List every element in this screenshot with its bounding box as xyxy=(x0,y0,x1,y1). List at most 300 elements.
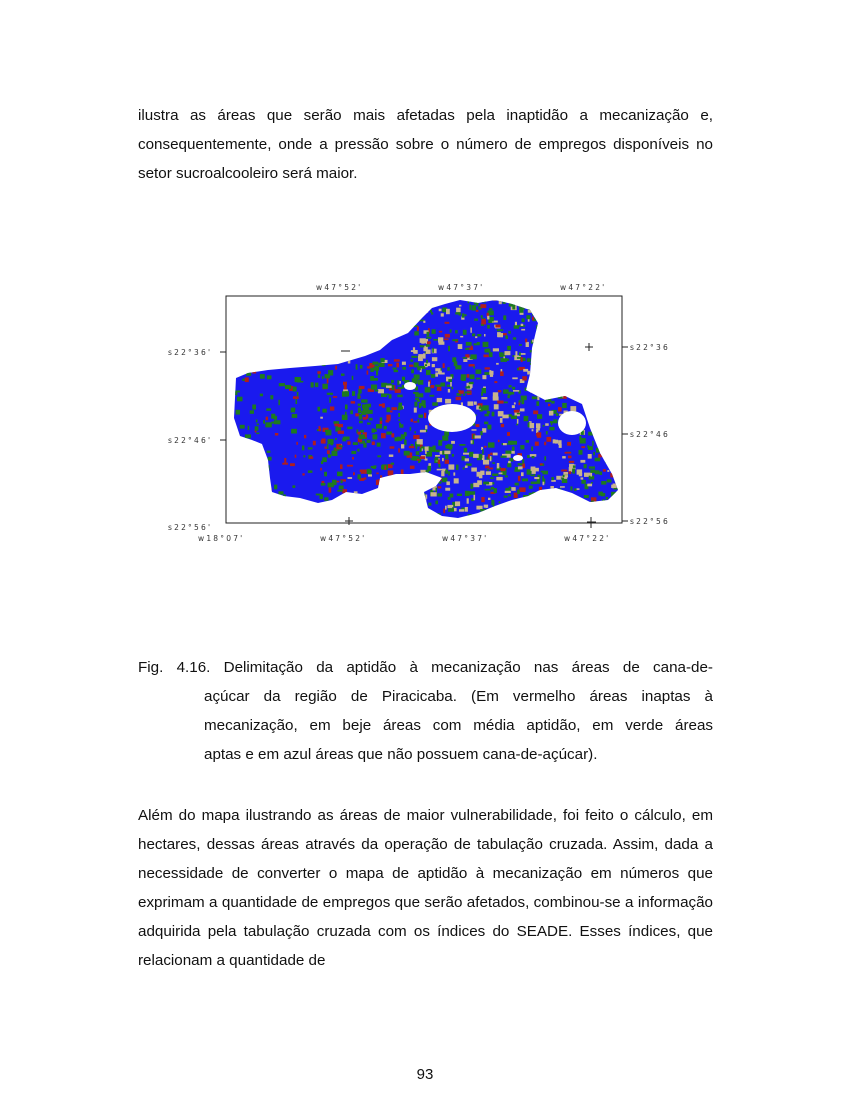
apt-patch xyxy=(482,298,486,302)
apt-patch xyxy=(485,414,489,417)
apt-patch xyxy=(402,478,405,482)
inapt-patch xyxy=(476,424,480,427)
apt-patch xyxy=(418,415,423,418)
apt-patch xyxy=(532,312,538,315)
medium-aptitude-patch xyxy=(493,392,498,397)
apt-patch xyxy=(482,405,488,410)
inapt-patch xyxy=(386,415,390,420)
apt-patch xyxy=(410,489,412,493)
inapt-patch xyxy=(540,463,543,465)
inapt-patch xyxy=(295,455,297,458)
inapt-patch xyxy=(385,500,389,505)
apt-patch xyxy=(474,319,478,321)
apt-patch xyxy=(485,489,491,491)
apt-patch xyxy=(574,488,577,491)
apt-patch xyxy=(240,425,245,429)
medium-aptitude-patch xyxy=(570,406,576,411)
apt-patch xyxy=(559,392,561,394)
apt-patch xyxy=(608,382,613,386)
apt-patch xyxy=(271,414,275,419)
apt-patch xyxy=(245,434,251,438)
apt-patch xyxy=(505,451,511,455)
apt-patch xyxy=(573,313,579,315)
apt-patch xyxy=(596,355,600,358)
apt-patch xyxy=(548,384,554,389)
apt-patch xyxy=(531,482,537,485)
medium-aptitude-patch xyxy=(484,334,486,337)
apt-patch xyxy=(619,434,624,437)
inapt-patch xyxy=(461,521,466,523)
apt-patch xyxy=(371,466,373,468)
medium-aptitude-patch xyxy=(422,495,427,499)
apt-patch xyxy=(347,427,352,430)
inapt-patch xyxy=(519,487,525,492)
apt-patch xyxy=(513,501,517,504)
medium-aptitude-patch xyxy=(497,509,502,511)
inapt-patch xyxy=(248,484,251,486)
medium-aptitude-patch xyxy=(585,400,588,404)
apt-patch xyxy=(554,352,559,354)
apt-patch xyxy=(492,474,498,477)
inapt-patch xyxy=(336,481,339,483)
medium-aptitude-patch xyxy=(518,466,523,469)
apt-patch xyxy=(426,370,431,375)
apt-patch xyxy=(421,400,425,405)
apt-patch xyxy=(593,343,596,345)
medium-aptitude-patch xyxy=(527,371,530,375)
medium-aptitude-patch xyxy=(535,516,539,521)
apt-patch xyxy=(556,488,561,493)
medium-aptitude-patch xyxy=(536,309,542,311)
apt-patch xyxy=(401,434,405,439)
apt-patch xyxy=(452,339,458,341)
medium-aptitude-patch xyxy=(530,376,532,378)
inapt-patch xyxy=(364,477,366,479)
apt-patch xyxy=(602,500,605,504)
inapt-patch xyxy=(568,371,571,374)
inapt-patch xyxy=(522,502,526,504)
urban-area-hole xyxy=(428,404,476,432)
medium-aptitude-patch xyxy=(413,312,417,317)
apt-patch xyxy=(566,512,570,515)
apt-patch xyxy=(566,515,572,519)
urban-area-hole xyxy=(513,455,523,461)
apt-patch xyxy=(535,358,541,362)
inapt-patch xyxy=(444,338,449,340)
inapt-patch xyxy=(612,366,617,369)
medium-aptitude-patch xyxy=(609,312,615,315)
inapt-patch xyxy=(561,470,567,472)
top-coordinate-label: w47°52' xyxy=(316,283,363,292)
apt-patch xyxy=(419,304,425,307)
apt-patch xyxy=(425,387,431,392)
apt-patch xyxy=(505,475,508,477)
bottom-coordinate-label: w47°52' xyxy=(320,534,367,543)
inapt-patch xyxy=(363,417,367,420)
apt-patch xyxy=(523,505,525,508)
apt-patch xyxy=(504,402,508,404)
inapt-patch xyxy=(583,519,585,522)
inapt-patch xyxy=(243,481,245,484)
inapt-patch xyxy=(602,305,607,308)
apt-patch xyxy=(595,458,601,462)
medium-aptitude-patch xyxy=(481,397,487,399)
apt-patch xyxy=(332,451,338,456)
apt-patch xyxy=(592,441,594,446)
apt-patch xyxy=(558,300,561,304)
medium-aptitude-patch xyxy=(546,347,552,352)
inapt-patch xyxy=(382,504,385,508)
inapt-patch xyxy=(500,371,504,376)
apt-patch xyxy=(450,329,452,332)
inapt-patch xyxy=(423,477,426,482)
apt-patch xyxy=(392,385,394,390)
apt-patch xyxy=(511,441,517,445)
apt-patch xyxy=(323,384,328,389)
medium-aptitude-patch xyxy=(532,340,535,343)
inapt-patch xyxy=(547,512,549,514)
medium-aptitude-patch xyxy=(493,348,499,351)
medium-aptitude-patch xyxy=(465,507,468,512)
apt-patch xyxy=(515,483,519,486)
apt-patch xyxy=(415,310,419,312)
apt-patch xyxy=(438,440,442,442)
apt-patch xyxy=(427,332,430,337)
medium-aptitude-patch xyxy=(553,503,558,505)
inapt-patch xyxy=(388,364,392,366)
apt-patch xyxy=(514,470,518,472)
inapt-patch xyxy=(378,479,383,481)
apt-patch xyxy=(414,402,417,407)
apt-patch xyxy=(477,342,480,345)
medium-aptitude-patch xyxy=(505,491,511,493)
apt-patch xyxy=(357,394,360,399)
medium-aptitude-patch xyxy=(354,491,358,496)
apt-patch xyxy=(525,388,530,392)
apt-patch xyxy=(572,469,575,474)
apt-patch xyxy=(426,452,432,457)
apt-patch xyxy=(419,403,421,408)
apt-patch xyxy=(257,446,259,448)
apt-patch xyxy=(542,315,544,319)
apt-patch xyxy=(476,303,478,306)
inapt-patch xyxy=(391,433,394,437)
apt-patch xyxy=(589,399,591,403)
inapt-patch xyxy=(424,413,426,418)
medium-aptitude-patch xyxy=(471,468,477,472)
apt-patch xyxy=(573,465,576,468)
apt-patch xyxy=(508,395,510,398)
medium-aptitude-patch xyxy=(557,376,563,380)
medium-aptitude-patch xyxy=(597,300,600,305)
apt-patch xyxy=(585,321,591,326)
apt-patch xyxy=(399,403,403,407)
inapt-patch xyxy=(236,461,238,466)
right-coordinate-label: s22°36 xyxy=(630,343,670,352)
apt-patch xyxy=(569,338,573,340)
apt-patch xyxy=(500,518,505,520)
apt-patch xyxy=(250,410,254,414)
inapt-patch xyxy=(420,456,425,459)
apt-patch xyxy=(414,485,419,490)
medium-aptitude-patch xyxy=(549,411,554,416)
apt-patch xyxy=(461,374,467,378)
apt-patch xyxy=(368,470,372,473)
inapt-patch xyxy=(437,387,441,391)
medium-aptitude-patch xyxy=(584,374,589,377)
medium-aptitude-patch xyxy=(616,399,620,402)
medium-aptitude-patch xyxy=(556,476,561,480)
medium-aptitude-patch xyxy=(602,312,607,317)
inapt-patch xyxy=(438,486,442,488)
inapt-patch xyxy=(391,407,397,410)
apt-patch xyxy=(263,420,265,424)
apt-patch xyxy=(604,309,610,311)
inapt-patch xyxy=(333,396,337,398)
apt-patch xyxy=(427,466,431,471)
apt-patch xyxy=(322,506,327,509)
medium-aptitude-patch xyxy=(445,399,451,404)
apt-patch xyxy=(597,401,602,406)
apt-patch xyxy=(448,379,452,382)
apt-patch xyxy=(517,357,521,359)
medium-aptitude-patch xyxy=(401,444,404,448)
inapt-patch xyxy=(601,363,603,368)
apt-patch xyxy=(539,503,541,508)
inapt-patch xyxy=(571,323,577,326)
apt-patch xyxy=(442,436,448,441)
inapt-patch xyxy=(566,320,571,324)
apt-patch xyxy=(367,440,371,443)
medium-aptitude-patch xyxy=(446,309,450,314)
inapt-patch xyxy=(269,489,272,492)
apt-patch xyxy=(544,456,546,460)
apt-patch xyxy=(560,315,564,320)
apt-patch xyxy=(522,459,524,463)
apt-patch xyxy=(539,331,542,335)
apt-patch xyxy=(534,362,540,367)
medium-aptitude-patch xyxy=(475,336,477,338)
medium-aptitude-patch xyxy=(432,357,437,361)
inapt-patch xyxy=(614,334,620,339)
apt-patch xyxy=(517,413,521,415)
apt-patch xyxy=(413,475,418,480)
apt-patch xyxy=(597,439,602,444)
apt-patch xyxy=(248,477,254,479)
urban-area-hole xyxy=(404,382,416,390)
apt-patch xyxy=(514,325,519,329)
apt-patch xyxy=(507,346,511,350)
apt-patch xyxy=(493,502,495,507)
apt-patch xyxy=(452,357,456,362)
apt-patch xyxy=(283,495,286,497)
apt-patch xyxy=(352,376,354,380)
apt-patch xyxy=(432,329,436,334)
inapt-patch xyxy=(381,433,386,438)
aptitude-map xyxy=(160,278,680,546)
apt-patch xyxy=(393,503,398,507)
inapt-patch xyxy=(385,465,387,470)
apt-patch xyxy=(512,447,515,451)
apt-patch xyxy=(416,444,418,449)
apt-patch xyxy=(265,465,270,470)
apt-patch xyxy=(572,344,577,347)
apt-patch xyxy=(260,374,265,379)
apt-patch xyxy=(487,325,490,329)
apt-patch xyxy=(530,350,532,352)
medium-aptitude-patch xyxy=(368,474,372,476)
medium-aptitude-patch xyxy=(439,373,445,375)
apt-patch xyxy=(601,481,606,485)
medium-aptitude-patch xyxy=(451,441,455,444)
apt-patch xyxy=(562,497,564,499)
apt-patch xyxy=(588,359,594,364)
medium-aptitude-patch xyxy=(567,315,569,317)
apt-patch xyxy=(373,465,376,468)
medium-aptitude-patch xyxy=(613,453,619,457)
apt-patch xyxy=(404,440,407,446)
medium-aptitude-patch xyxy=(472,429,477,431)
apt-patch xyxy=(589,321,593,326)
medium-aptitude-patch xyxy=(435,368,440,371)
medium-aptitude-patch xyxy=(550,486,554,489)
apt-patch xyxy=(531,447,533,451)
apt-patch xyxy=(435,501,438,505)
apt-patch xyxy=(583,380,587,385)
apt-patch xyxy=(541,471,544,473)
aptitude-map-figure xyxy=(160,278,680,546)
apt-patch xyxy=(359,421,363,424)
apt-patch xyxy=(606,325,611,328)
apt-patch xyxy=(534,362,540,366)
inapt-patch xyxy=(498,440,500,442)
apt-patch xyxy=(530,363,536,365)
inapt-patch xyxy=(575,317,577,320)
apt-patch xyxy=(357,449,359,452)
apt-patch xyxy=(356,364,358,369)
apt-patch xyxy=(606,497,608,499)
apt-patch xyxy=(463,467,465,469)
apt-patch xyxy=(602,513,607,518)
apt-patch xyxy=(431,374,435,378)
apt-patch xyxy=(532,350,536,355)
apt-patch xyxy=(584,370,587,374)
medium-aptitude-patch xyxy=(603,363,609,365)
apt-patch xyxy=(512,387,515,390)
apt-patch xyxy=(557,493,561,495)
apt-patch xyxy=(507,463,511,467)
inapt-patch xyxy=(610,473,616,477)
medium-aptitude-patch xyxy=(420,430,426,433)
apt-patch xyxy=(462,313,465,317)
medium-aptitude-patch xyxy=(446,481,450,485)
apt-patch xyxy=(236,410,240,415)
apt-patch xyxy=(397,409,401,411)
medium-aptitude-patch xyxy=(499,473,503,475)
medium-aptitude-patch xyxy=(435,455,440,457)
apt-patch xyxy=(546,431,548,434)
inapt-patch xyxy=(596,517,602,520)
apt-patch xyxy=(545,398,551,402)
bottom-coordinate-label: w47°22' xyxy=(564,534,611,543)
apt-patch xyxy=(397,380,399,385)
medium-aptitude-patch xyxy=(599,301,602,304)
medium-aptitude-patch xyxy=(565,475,569,477)
apt-patch xyxy=(377,443,381,447)
apt-patch xyxy=(512,305,515,310)
apt-patch xyxy=(424,514,426,518)
bottom-coordinate-label: w47°37' xyxy=(442,534,489,543)
apt-patch xyxy=(342,415,348,420)
inapt-patch xyxy=(343,490,345,493)
apt-patch xyxy=(593,361,595,364)
inapt-patch xyxy=(481,497,484,502)
medium-aptitude-patch xyxy=(453,472,455,475)
medium-aptitude-patch xyxy=(456,308,461,312)
apt-patch xyxy=(376,370,378,375)
medium-aptitude-patch xyxy=(482,428,486,432)
apt-patch xyxy=(590,299,595,304)
apt-patch xyxy=(358,474,361,479)
urban-area-hole xyxy=(558,411,586,435)
inapt-patch xyxy=(347,465,353,467)
apt-patch xyxy=(527,514,532,520)
apt-patch xyxy=(568,367,570,371)
apt-patch xyxy=(435,450,439,453)
inapt-patch xyxy=(380,421,383,424)
medium-aptitude-patch xyxy=(422,499,426,503)
apt-patch xyxy=(556,413,559,416)
medium-aptitude-patch xyxy=(458,344,463,349)
apt-patch xyxy=(575,323,581,328)
apt-patch xyxy=(410,427,412,431)
medium-aptitude-patch xyxy=(494,404,499,409)
inapt-patch xyxy=(532,317,534,321)
apt-patch xyxy=(598,507,603,511)
apt-patch xyxy=(435,385,441,387)
apt-patch xyxy=(372,362,378,365)
apt-patch xyxy=(464,448,467,453)
apt-patch xyxy=(573,502,577,507)
medium-aptitude-patch xyxy=(487,316,489,320)
medium-aptitude-patch xyxy=(577,316,583,320)
inapt-patch xyxy=(388,470,394,475)
apt-patch xyxy=(465,392,471,394)
medium-aptitude-patch xyxy=(614,477,616,480)
medium-aptitude-patch xyxy=(420,338,426,343)
apt-patch xyxy=(448,471,450,475)
apt-patch xyxy=(325,374,331,378)
apt-patch xyxy=(587,327,593,331)
apt-patch xyxy=(279,383,285,386)
medium-aptitude-patch xyxy=(497,332,501,337)
apt-patch xyxy=(449,446,452,450)
apt-patch xyxy=(245,486,249,489)
apt-patch xyxy=(359,414,363,420)
medium-aptitude-patch xyxy=(581,477,584,479)
inapt-patch xyxy=(367,371,369,375)
apt-patch xyxy=(367,494,370,497)
apt-patch xyxy=(525,514,531,516)
apt-patch xyxy=(509,487,511,489)
apt-patch xyxy=(315,383,318,388)
apt-patch xyxy=(569,517,574,519)
apt-patch xyxy=(547,494,551,498)
inapt-patch xyxy=(501,424,504,427)
apt-patch xyxy=(554,353,556,357)
apt-patch xyxy=(528,305,531,310)
medium-aptitude-patch xyxy=(555,349,557,351)
